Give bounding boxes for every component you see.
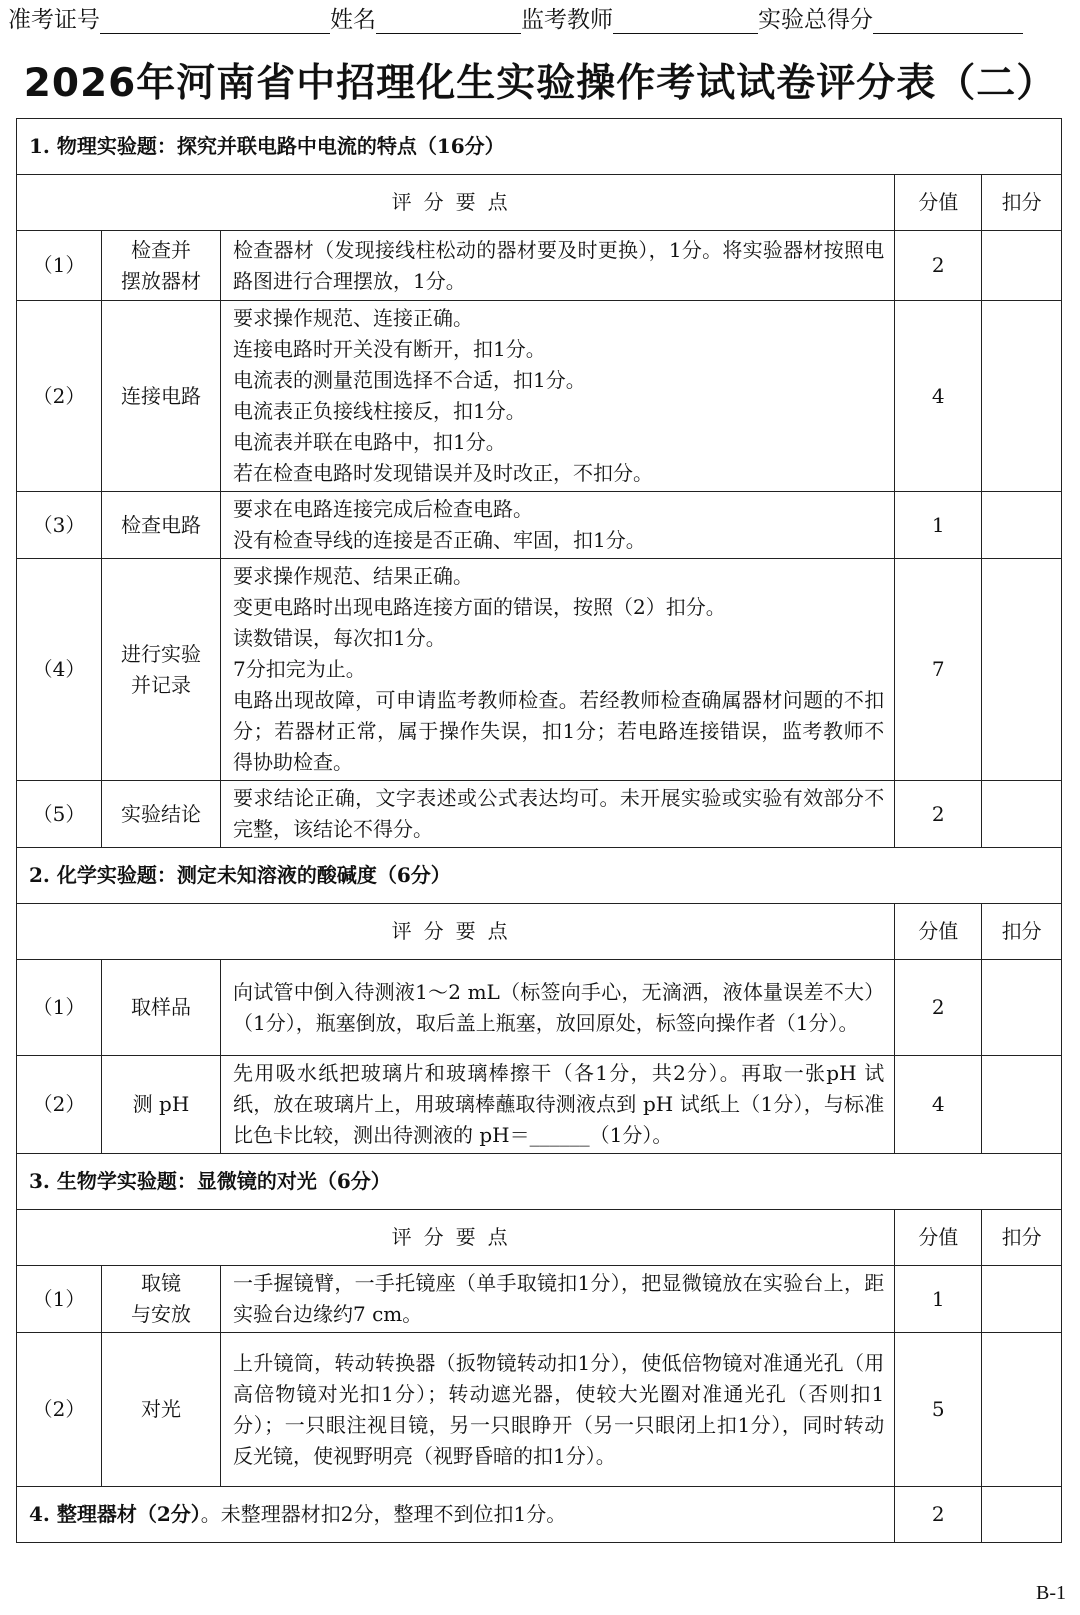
column-header-row xyxy=(17,904,1062,960)
deduction-cell[interactable] xyxy=(982,1487,1062,1543)
criteria-line: 一手握镜臂，一手托镜座（单手取镜扣1分），把显微镜放在实验台上，距实验台边缘约7 cm。 xyxy=(233,1271,885,1326)
criteria-line: 变更电路时出现电路连接方面的错误，按照（2）扣分。 xyxy=(233,595,726,619)
final-title: 4. 整理器材（2分） xyxy=(29,1502,201,1526)
table-row xyxy=(17,1266,1062,1333)
table-row xyxy=(17,960,1062,1056)
score-value: 2 xyxy=(895,231,982,301)
criteria-line: 连接电路时开关没有断开，扣1分。 xyxy=(233,337,546,361)
score-header: 分值 xyxy=(895,904,982,960)
criteria-line: 没有检查导线的连接是否正确、牢固，扣1分。 xyxy=(233,528,646,552)
section-title-row xyxy=(17,119,1062,175)
item-name-line: 检查并 xyxy=(130,237,191,262)
column-header-row xyxy=(17,1210,1062,1266)
criteria-line: 上升镜筒，转动转换器（扳物镜转动扣1分），使低倍物镜对准通光孔（用高倍物镜对光扣1分）；转动遮光器，使较大光圈对准通光孔（否则扣1分）；一只眼注视目镜，另一只眼睁开（另一只眼闭上扣1分），同时转动反光镜，使视野明亮（视野昏暗的扣1分）。 xyxy=(233,1350,885,1468)
final-row xyxy=(17,1487,1062,1543)
deduction-cell[interactable] xyxy=(982,1266,1062,1333)
score-value: 7 xyxy=(895,559,982,781)
section-title-row xyxy=(17,1154,1062,1210)
scoring-criteria xyxy=(221,559,895,781)
scoring-criteria xyxy=(221,781,895,848)
deduction-cell[interactable] xyxy=(982,492,1062,559)
criteria-line: 7分扣完为止。 xyxy=(233,657,366,681)
criteria-line: 读数错误，每次扣1分。 xyxy=(233,626,446,650)
item-number: （4） xyxy=(17,559,102,781)
points-header: 评分要点 xyxy=(17,1210,895,1266)
item-number: （2） xyxy=(17,1333,102,1487)
criteria-line: 电流表并联在电路中，扣1分。 xyxy=(233,430,506,454)
criteria-line: 电路出现故障，可申请监考教师检查。若经教师检查确属器材问题的不扣分；若器材正常，属于操作失误，扣1分；若电路连接错误，监考教师不得协助检查。 xyxy=(233,688,885,774)
criteria-line: 要求结论正确，文字表述或公式表达均可。未开展实验或实验有效部分不完整，该结论不得分。 xyxy=(233,786,885,841)
deduction-cell[interactable] xyxy=(982,960,1062,1056)
exam-id-label: 准考证号 xyxy=(8,7,100,33)
item-name-line: 摆放器材 xyxy=(120,268,201,293)
score-header: 分值 xyxy=(895,1210,982,1266)
item-name-line: 对光 xyxy=(140,1397,181,1421)
deduction-cell[interactable] xyxy=(982,1056,1062,1154)
item-name-line: 检查电路 xyxy=(120,512,201,537)
deduction-cell[interactable] xyxy=(982,301,1062,492)
scoring-criteria xyxy=(221,1266,895,1333)
score-value: 2 xyxy=(895,960,982,1056)
item-number: （2） xyxy=(17,301,102,492)
item-name-line: 进行实验 xyxy=(120,641,201,666)
deduct-header: 扣分 xyxy=(982,175,1062,231)
item-number: （1） xyxy=(17,231,102,301)
deduction-cell[interactable] xyxy=(982,231,1062,301)
total-score-field[interactable] xyxy=(873,9,1023,34)
criteria-line: 若在检查电路时发现错误并及时改正，不扣分。 xyxy=(233,461,654,485)
item-name xyxy=(101,1056,220,1154)
total-score-label: 实验总得分 xyxy=(758,7,873,33)
deduction-cell[interactable] xyxy=(982,1333,1062,1487)
candidate-info-line xyxy=(8,4,1072,34)
final-criteria: 。未整理器材扣2分，整理不到位扣1分。 xyxy=(200,1502,567,1526)
item-number: （1） xyxy=(17,960,102,1056)
table-row xyxy=(17,559,1062,781)
table-row xyxy=(17,231,1062,301)
points-header: 评分要点 xyxy=(17,175,895,231)
section-title: 2. 化学实验题：测定未知溶液的酸碱度（6分） xyxy=(17,848,1062,904)
score-value: 2 xyxy=(895,1487,982,1543)
final-item xyxy=(17,1487,895,1543)
deduction-cell[interactable] xyxy=(982,559,1062,781)
name-field[interactable] xyxy=(376,9,521,34)
section-title-row xyxy=(17,848,1062,904)
criteria-line: 先用吸水纸把玻璃片和玻璃棒擦干（各1分，共2分）。再取一张pH 试纸，放在玻璃片上，用玻璃棒蘸取待测液点到 pH 试纸上（1分），与标准比色卡比较，测出待测液的 pH＝______（1分）。 xyxy=(233,1061,885,1147)
scoring-criteria xyxy=(221,1333,895,1487)
section-title: 1. 物理实验题：探究并联电路中电流的特点（16分） xyxy=(17,119,1062,175)
item-name-line: 实验结论 xyxy=(120,801,201,826)
exam-id-field[interactable] xyxy=(100,9,330,34)
column-header-row xyxy=(17,175,1062,231)
deduct-header: 扣分 xyxy=(982,904,1062,960)
item-number: （5） xyxy=(17,781,102,848)
criteria-line: 要求操作规范、连接正确。 xyxy=(233,306,474,330)
scoring-criteria xyxy=(221,231,895,301)
score-value: 1 xyxy=(895,1266,982,1333)
item-name-line: 取样品 xyxy=(130,995,191,1019)
item-name-line: 并记录 xyxy=(130,672,191,697)
proctor-field[interactable] xyxy=(613,9,758,34)
page-title: 2026年河南省中招理化生实验操作考试试卷评分表（二） xyxy=(23,61,1057,106)
points-header: 评分要点 xyxy=(17,904,895,960)
score-header: 分值 xyxy=(895,175,982,231)
score-value: 4 xyxy=(895,301,982,492)
score-value: 5 xyxy=(895,1333,982,1487)
item-name xyxy=(101,1333,220,1487)
score-value: 4 xyxy=(895,1056,982,1154)
scoring-table xyxy=(16,118,1062,1543)
item-name xyxy=(101,1266,220,1333)
table-row xyxy=(17,301,1062,492)
criteria-line: 要求在电路连接完成后检查电路。 xyxy=(233,497,534,521)
criteria-line: 检查器材（发现接线柱松动的器材要及时更换），1分。将实验器材按照电路图进行合理摆放，1分。 xyxy=(233,237,885,293)
item-name xyxy=(101,559,220,781)
deduction-cell[interactable] xyxy=(982,781,1062,848)
item-number: （2） xyxy=(17,1056,102,1154)
item-name xyxy=(101,781,220,848)
page-code: B-1 xyxy=(1036,1582,1066,1604)
table-row xyxy=(17,492,1062,559)
item-name xyxy=(101,492,220,559)
criteria-line: 向试管中倒入待测液1～2 mL（标签向手心，无滴洒，液体量误差不大）（1分），瓶塞倒放，取后盖上瓶塞，放回原处，标签向操作者（1分）。 xyxy=(233,979,885,1035)
proctor-label: 监考教师 xyxy=(521,7,613,33)
item-name-line: 测 pH xyxy=(132,1092,190,1116)
table-row xyxy=(17,1056,1062,1154)
scoring-criteria xyxy=(221,1056,895,1154)
item-name-line: 取镜 xyxy=(140,1271,181,1295)
scoring-criteria xyxy=(221,492,895,559)
item-name xyxy=(101,960,220,1056)
deduct-header: 扣分 xyxy=(982,1210,1062,1266)
section-title: 3. 生物学实验题：显微镜的对光（6分） xyxy=(17,1154,1062,1210)
score-value: 1 xyxy=(895,492,982,559)
item-name-line: 与安放 xyxy=(130,1302,191,1326)
name-label: 姓名 xyxy=(330,7,376,33)
table-row xyxy=(17,781,1062,848)
table-row xyxy=(17,1333,1062,1487)
item-name xyxy=(101,231,220,301)
item-number: （1） xyxy=(17,1266,102,1333)
criteria-line: 电流表正负接线柱接反，扣1分。 xyxy=(233,399,526,423)
criteria-line: 要求操作规范、结果正确。 xyxy=(233,564,474,588)
criteria-line: 电流表的测量范围选择不合适，扣1分。 xyxy=(233,368,586,392)
item-name-line: 连接电路 xyxy=(120,383,201,408)
score-value: 2 xyxy=(895,781,982,848)
scoring-criteria xyxy=(221,301,895,492)
item-name xyxy=(101,301,220,492)
scoring-criteria xyxy=(221,960,895,1056)
item-number: （3） xyxy=(17,492,102,559)
